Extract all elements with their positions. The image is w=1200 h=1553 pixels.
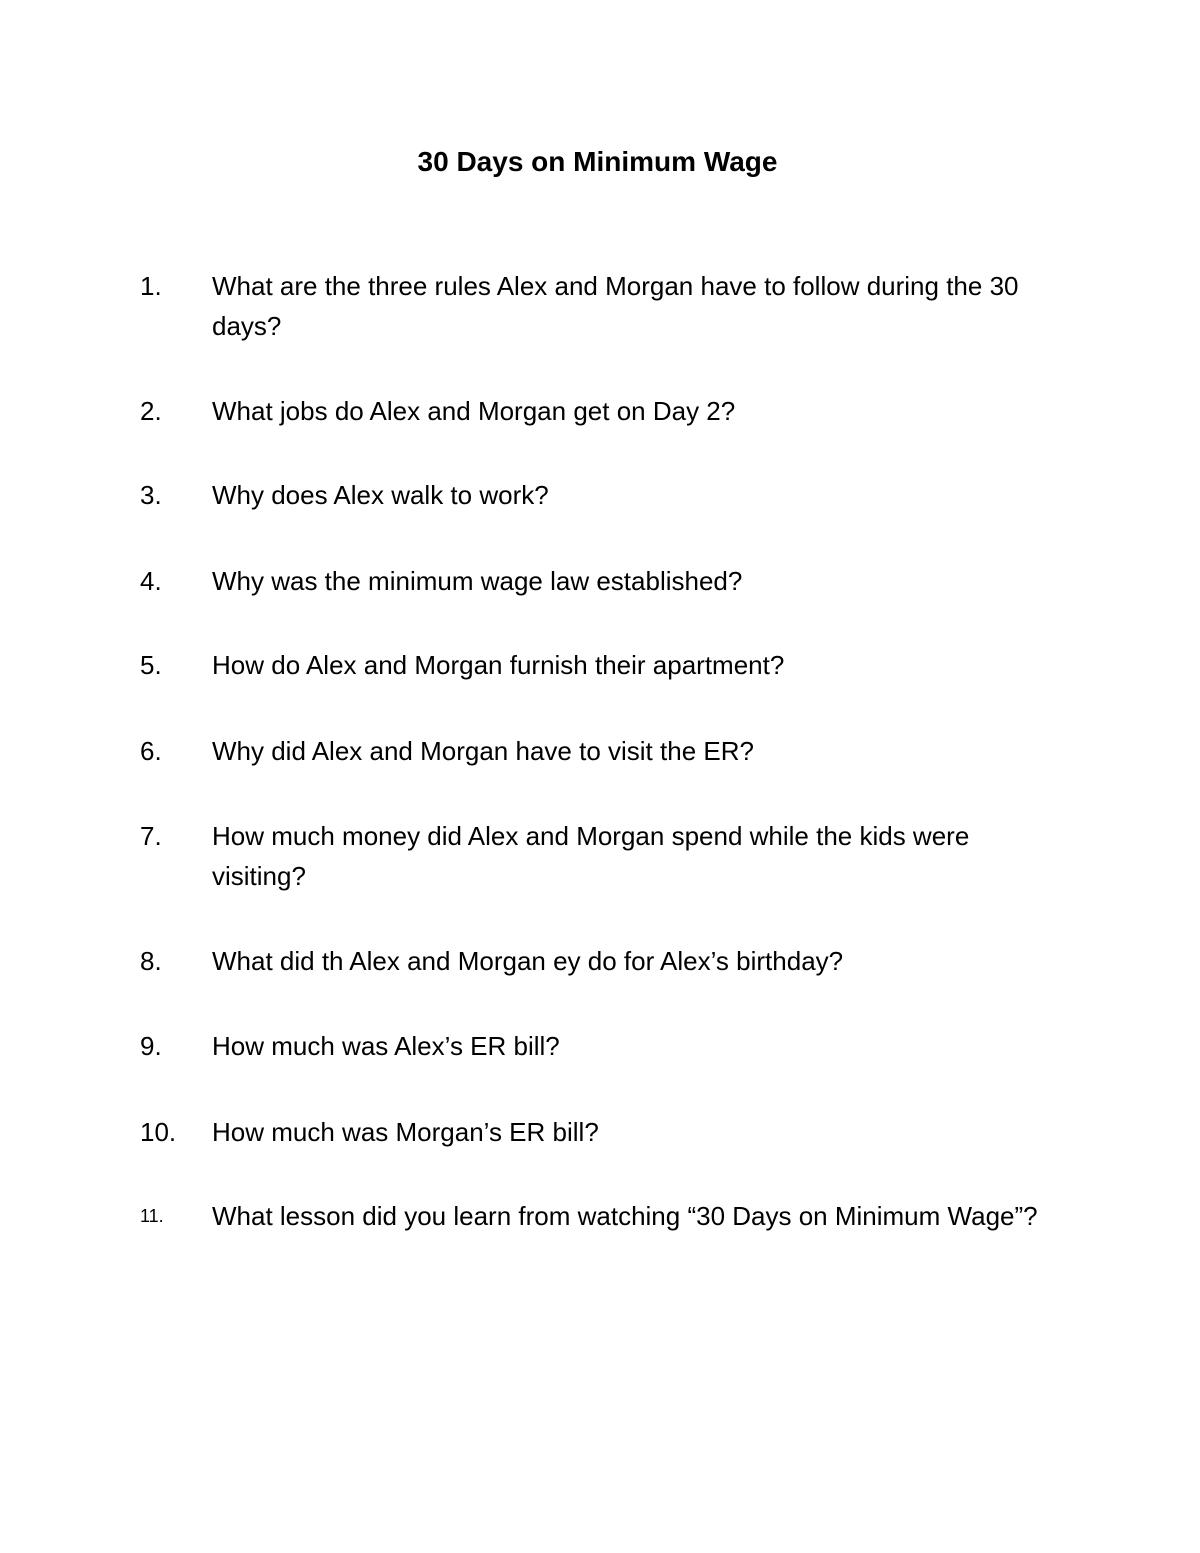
question-number: 3.: [140, 480, 162, 510]
question-text: Why was the minimum wage law established?: [212, 566, 743, 596]
question-text: What lesson did you learn from watching “30 Days on Minimum Wage”?: [212, 1201, 1038, 1231]
question-text: What jobs do Alex and Morgan get on Day 2?: [212, 396, 736, 426]
question-number: 2.: [140, 396, 162, 426]
question-text: How do Alex and Morgan furnish their apartment?: [212, 650, 785, 680]
question-text: Why did Alex and Morgan have to visit the ER?: [212, 736, 754, 766]
question-text: How much money did Alex and Morgan spend while the kids were visiting?: [212, 821, 970, 891]
question-number: 7.: [140, 821, 162, 851]
question-number: 6.: [140, 736, 162, 766]
question-text: What did th Alex and Morgan ey do for Alex’s birthday?: [212, 946, 844, 976]
question-text: How much was Morgan’s ER bill?: [212, 1117, 599, 1147]
question-text: How much was Alex’s ER bill?: [212, 1031, 560, 1061]
page-title: 30 Days on Minimum Wage: [417, 146, 778, 177]
question-number: 8.: [140, 946, 162, 976]
question-number: 1.: [140, 271, 162, 301]
question-text: Why does Alex walk to work?: [212, 480, 549, 510]
question-number: 11.: [140, 1206, 164, 1226]
question-number: 9.: [140, 1031, 162, 1061]
question-text: What are the three rules Alex and Morgan have to follow during the 30 days?: [212, 271, 1019, 341]
question-number: 4.: [140, 566, 162, 596]
question-number: 10.: [140, 1117, 177, 1147]
question-number: 5.: [140, 650, 162, 680]
